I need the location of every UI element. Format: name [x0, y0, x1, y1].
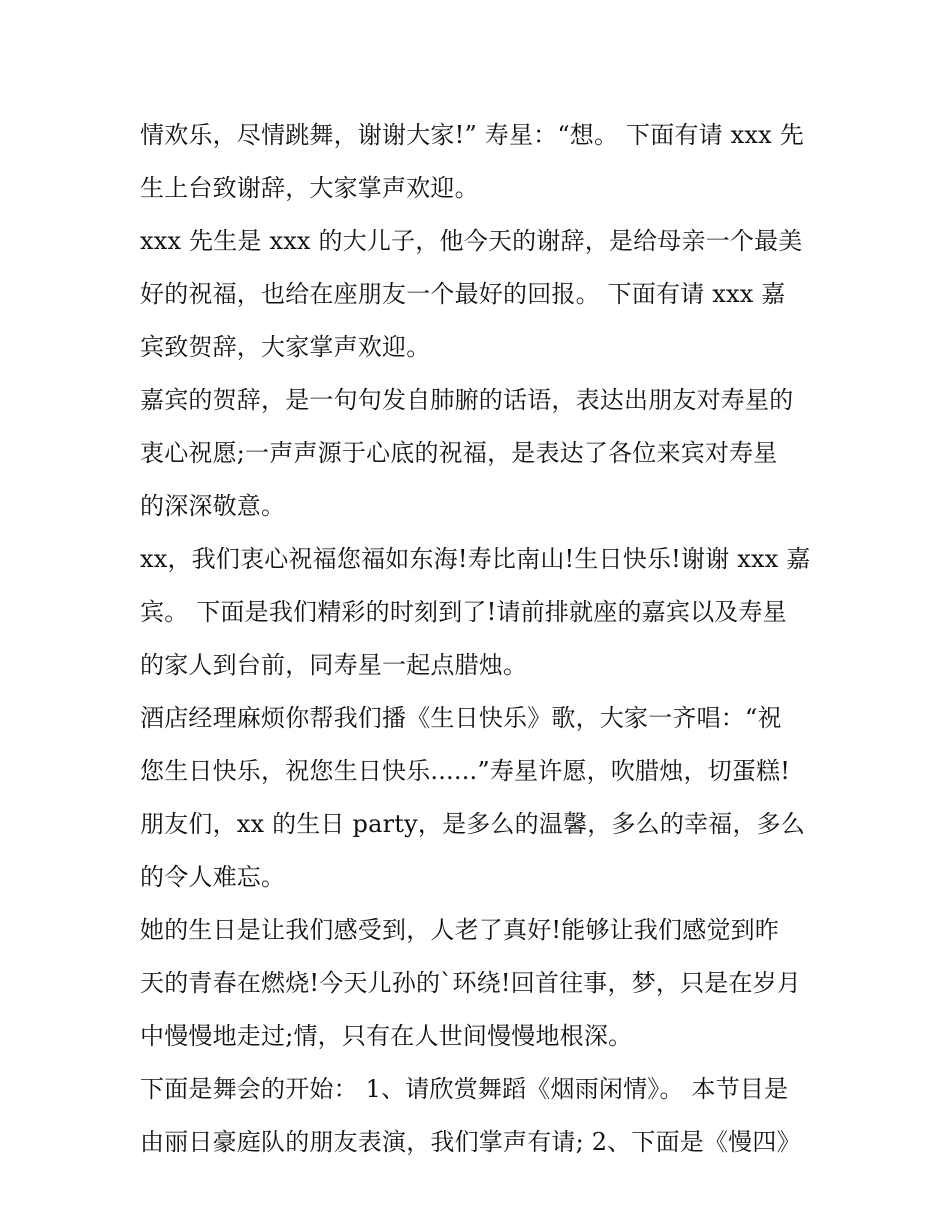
text-line: 由丽日豪庭队的朋友表演，我们掌声有请; 2、下面是《慢四》 — [140, 1128, 801, 1156]
document-page — [140, 109, 820, 1169]
text-line: 天的青春在燃烧!今天儿孙的`环绕!回首往事，梦，只是在岁月 — [140, 969, 802, 997]
text-line: 宾。 下面是我们精彩的时刻到了!请前排就座的嘉宾以及寿星 — [140, 598, 787, 626]
text-line: 酒店经理麻烦你帮我们播《生日快乐》歌，大家一齐唱：“祝 — [140, 704, 782, 732]
paragraph-2 — [140, 215, 820, 374]
text-line: 朋友们，xx 的生日 party，是多么的温馨，多么的幸福，多么 — [140, 810, 806, 838]
text-line: 中慢慢地走过;情，只有在人世间慢慢地根深。 — [140, 1022, 633, 1050]
paragraph-7 — [140, 1063, 820, 1169]
paragraph-4 — [140, 533, 820, 692]
text-line: 宾致贺辞，大家掌声欢迎。 — [140, 333, 431, 361]
text-line: 嘉宾的贺辞，是一句句发自肺腑的话语，表达出朋友对寿星的 — [140, 386, 794, 414]
text-line: 的家人到台前，同寿星一起点腊烛。 — [140, 651, 528, 679]
text-line: xxx 先生是 xxx 的大儿子，他今天的谢辞，是给母亲一个最美 — [140, 227, 803, 255]
text-line: 您生日快乐，祝您生日快乐......”寿星许愿，吹腊烛，切蛋糕! — [140, 757, 791, 785]
text-line: 生上台致谢辞，大家掌声欢迎。 — [140, 174, 479, 202]
text-line: 的深深敬意。 — [140, 492, 286, 520]
text-line: 衷心祝愿;一声声源于心底的祝福，是表达了各位来宾对寿星 — [140, 439, 778, 467]
paragraph-1 — [140, 109, 820, 215]
paragraph-3 — [140, 374, 820, 533]
paragraph-5 — [140, 692, 820, 904]
text-line: 情欢乐，尽情跳舞，谢谢大家!” 寿星：“想。 下面有请 xxx 先 — [140, 121, 804, 149]
text-line: 她的生日是让我们感受到，人老了真好!能够让我们感觉到昨 — [140, 916, 780, 944]
text-line: 好的祝福，也给在座朋友一个最好的回报。 下面有请 xxx 嘉 — [140, 280, 786, 308]
text-line: xx，我们衷心祝福您福如东海!寿比南山!生日快乐!谢谢 xxx 嘉 — [140, 545, 811, 573]
text-line: 的令人难忘。 — [140, 863, 286, 891]
paragraph-6 — [140, 904, 820, 1063]
text-line: 下面是舞会的开始： 1、请欣赏舞蹈《烟雨闲情》。 本节目是 — [140, 1075, 789, 1103]
